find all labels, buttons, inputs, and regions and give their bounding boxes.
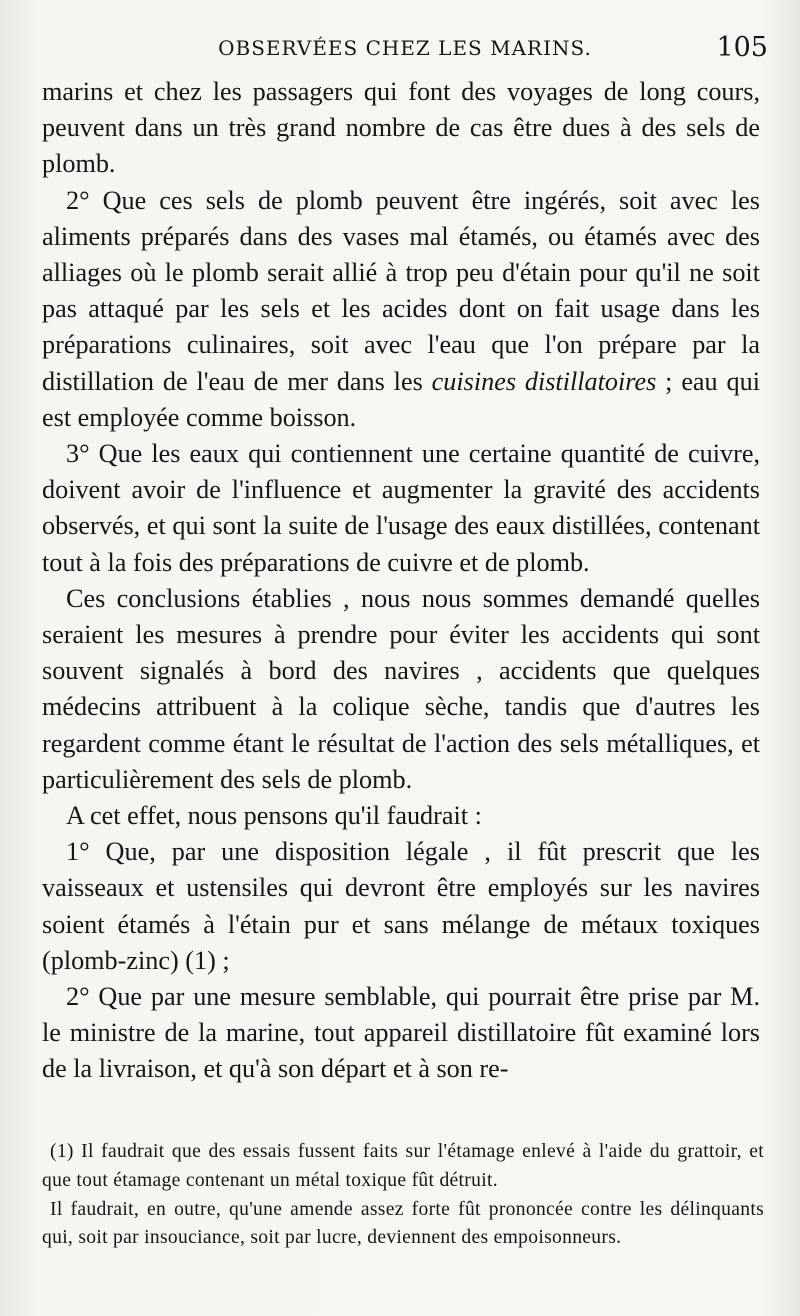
point-2-text: 2° Que ces sels de plomb peuvent être ingérés, soit avec les aliments préparés dans des vases mal étamés, ou étamés avec des alliages où le plomb serait allié à trop peu d'étain pour qu'il ne soit pas attaqué par les sels et les acides dont on fait usage dans les préparations culinaires, soit avec l'eau que l'on prépare par la distillation de l'eau de mer dans les: [42, 185, 760, 396]
paragraph-effect: A cet effet, nous pensons qu'il faudrait :: [66, 801, 482, 831]
footnote-1-continued: Il faudrait, en outre, qu'une amende assez forte fût prononcée contre les délinquants qui, soit par insouciance, soit par lucre, deviennent des empoisonneurs.: [42, 1198, 764, 1249]
body-text: [42, 74, 760, 1088]
paragraph-point-3: 3° Que les eaux qui contiennent une certaine quantité de cuivre, doivent avoir de l'influence et augmenter la gravité des accidents observés, et qui sont la suite de l'usage des eaux distillées, contenant tout à la fois des préparations de cuivre et de plomb.: [42, 439, 760, 577]
point-2-italic: cuisines distillatoires: [431, 366, 657, 396]
page-number: 105: [716, 32, 768, 63]
paragraph-point-2: [42, 183, 760, 436]
paragraph-conclusions: Ces conclusions établies , nous nous sommes demandé quelles seraient les mesures à prendre pour éviter les accidents qui sont souvent signalés à bord des navires , accidents que quelques médecins attribuent à la colique sèche, tandis que d'autres les regardent comme étant le résultat de l'action des sels métalliques, et particulièrement des sels de plomb.: [42, 583, 760, 794]
footnotes: [42, 1138, 764, 1253]
point-2-end: ; eau qui est employée comme boisson.: [42, 366, 760, 432]
paragraph-measure-1: 1° Que, par une disposition légale , il fût prescrit que les vaisseaux et ustensiles qui devront être employés sur les navires soient étamés à l'étain pur et sans mélange de métaux toxiques (plomb-zinc) (1) ;: [42, 837, 760, 975]
paragraph-measure-2: 2° Que par une mesure semblable, qui pourrait être prise par M. le ministre de la marine, tout appareil distillatoire fût examiné lors de la livraison, et qu'à son départ et à son re-: [42, 982, 760, 1084]
paragraph-continuation: marins et chez les passagers qui font des voyages de long cours, peuvent dans un très grand nombre de cas être dues à des sels de plomb.: [42, 77, 760, 179]
running-title: OBSERVÉES CHEZ LES MARINS.: [218, 36, 592, 60]
page-header: [40, 30, 770, 70]
footnote-1: (1) Il faudrait que des essais fussent faits sur l'étamage enlevé à l'aide du grattoir, et que tout étamage contenant un métal toxique fût détruit.: [42, 1141, 764, 1191]
